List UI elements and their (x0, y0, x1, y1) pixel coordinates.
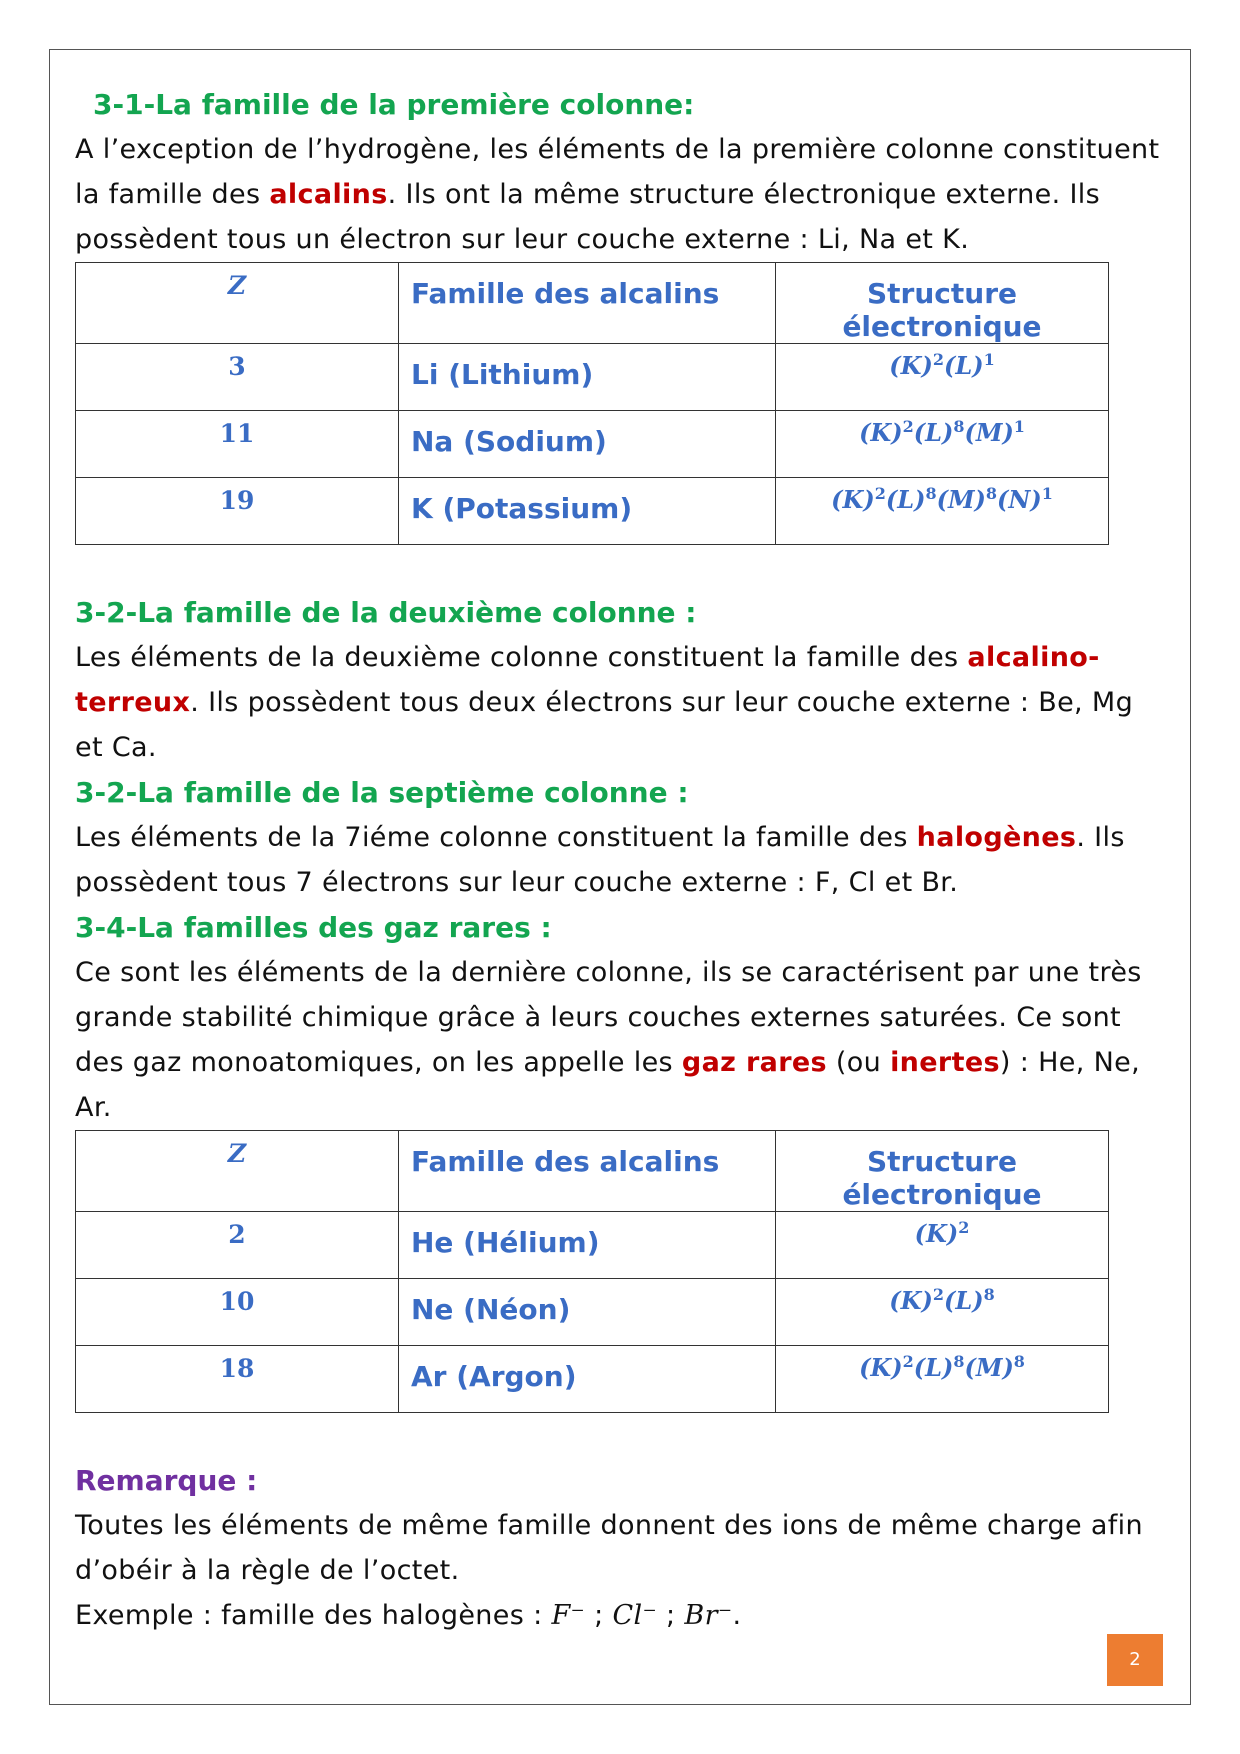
remark-heading: Remarque : (75, 1464, 258, 1497)
shell-K: (K) (914, 1219, 959, 1248)
table-row (76, 1346, 1109, 1413)
cell-element: Ar (Argon) (399, 1346, 776, 1413)
cell-z: 19 (76, 478, 399, 545)
paragraph-alkali: A l’exception de l’hydrogène, les éléments de la première colonne constituent la famille des alcalins. Ils ont la même structure électronique externe. Ils possèdent tous un électron sur leur couche externe : Li, Na et K. (75, 134, 1160, 255)
shell-electron-count: 8 (1013, 1352, 1025, 1371)
shell-electron-count: 2 (902, 417, 914, 436)
shell-K: (K) (831, 485, 875, 514)
header-z: Z (76, 1131, 399, 1212)
cell-z: 18 (76, 1346, 399, 1413)
ion-chloride: Cl⁻ (612, 1600, 658, 1631)
cell-element: Li (Lithium) (399, 344, 776, 411)
remark-text: Toutes les éléments de même famille donnent des ions de même charge afin d’obéir à la règle de l’octet. (75, 1510, 1143, 1586)
cell-z: 11 (76, 411, 399, 478)
term-alcalins: alcalins (269, 179, 388, 210)
shell-L: (L) (913, 418, 954, 447)
shell-K: (K) (889, 351, 933, 380)
shell-electron-count: 8 (925, 484, 937, 503)
cell-z: 10 (76, 1279, 399, 1346)
table-header-row (76, 263, 1109, 344)
cell-structure (776, 478, 1109, 545)
cell-structure (776, 1212, 1109, 1279)
cell-element: Na (Sodium) (399, 411, 776, 478)
table-row (76, 1279, 1109, 1346)
shell-electron-count: 8 (953, 417, 965, 436)
cell-structure (776, 1346, 1109, 1413)
noble-gas-table (75, 1130, 1109, 1413)
shell-electron-count: 1 (1013, 417, 1025, 436)
table-row (76, 1212, 1109, 1279)
shell-electron-count: 1 (983, 350, 995, 369)
remark-example: Exemple : famille des halogènes : F⁻ ; Cl⁻ ; Br⁻. (75, 1600, 742, 1631)
ion-bromide: Br⁻ (684, 1600, 733, 1631)
header-z: Z (76, 263, 399, 344)
shell-electron-count: 1 (1041, 484, 1053, 503)
header-family: Famille des alcalins (399, 1131, 776, 1212)
shell-electron-count: 8 (983, 1285, 995, 1304)
table-row (76, 344, 1109, 411)
term-alcalino-terreux: alcalino-terreux (75, 642, 1100, 718)
shell-electron-count: 2 (932, 1285, 944, 1304)
alkali-table (75, 262, 1109, 545)
shell-L: (L) (885, 485, 926, 514)
section-heading-first-column: 3-1-La famille de la première colonne: (93, 88, 695, 121)
spacer (75, 545, 1165, 590)
term-inertes: inertes (890, 1047, 1000, 1078)
cell-z: 3 (76, 344, 399, 411)
spacer (75, 1413, 1165, 1458)
table-row (76, 411, 1109, 478)
cell-structure (776, 411, 1109, 478)
cell-element: He (Hélium) (399, 1212, 776, 1279)
page-number: 2 (1107, 1634, 1163, 1686)
shell-M: (M) (964, 418, 1014, 447)
shell-electron-count: 8 (985, 484, 998, 503)
paragraph-halogens: Les éléments de la 7iéme colonne constituent la famille des halogènes. Ils possèdent tous 7 électrons sur leur couche externe : F, Cl et Br. (75, 822, 1125, 898)
shell-M: (M) (936, 485, 986, 514)
section-heading-second-column: 3-2-La famille de la deuxième colonne : (75, 596, 697, 629)
cell-structure (776, 344, 1109, 411)
table-header-row (76, 1131, 1109, 1212)
shell-N: (N) (997, 485, 1042, 514)
table-row (76, 478, 1109, 545)
paragraph-alkaline-earth: Les éléments de la deuxième colonne constituent la famille des alcalino-terreux. Ils possèdent tous deux électrons sur leur couche externe : Be, Mg et Ca. (75, 642, 1134, 763)
header-structure: Structure électronique (776, 263, 1109, 344)
shell-L: (L) (913, 1353, 954, 1382)
shell-electron-count: 2 (902, 1352, 914, 1371)
header-family: Famille des alcalins (399, 263, 776, 344)
shell-M: (M) (964, 1353, 1014, 1382)
term-halogenes: halogènes (916, 822, 1077, 853)
paragraph-noble-gases: Ce sont les éléments de la dernière colonne, ils se caractérisent par une très grande stabilité chimique grâce à leurs couches externes saturées. Ce sont des gaz monoatomiques, on les appelle les gaz rares (ou inertes) : He, Ne, Ar. (75, 957, 1142, 1123)
shell-L: (L) (943, 1286, 984, 1315)
shell-K: (K) (859, 418, 903, 447)
cell-structure (776, 1279, 1109, 1346)
cell-element: Ne (Néon) (399, 1279, 776, 1346)
shell-electron-count: 2 (874, 484, 886, 503)
shell-L: (L) (943, 351, 984, 380)
shell-K: (K) (889, 1286, 933, 1315)
shell-electron-count: 2 (932, 350, 944, 369)
term-gaz-rares: gaz rares (681, 1047, 827, 1078)
section-heading-noble-gases: 3-4-La familles des gaz rares : (75, 911, 552, 944)
ion-fluoride: F⁻ (551, 1600, 586, 1631)
section-heading-seventh-column: 3-2-La famille de la septième colonne : (75, 776, 689, 809)
cell-element: K (Potassium) (399, 478, 776, 545)
shell-K: (K) (859, 1353, 903, 1382)
shell-electron-count: 8 (953, 1352, 965, 1371)
header-structure: Structure électronique (776, 1131, 1109, 1212)
page-content (75, 82, 1165, 1638)
shell-electron-count: 2 (958, 1218, 970, 1237)
cell-z: 2 (76, 1212, 399, 1279)
